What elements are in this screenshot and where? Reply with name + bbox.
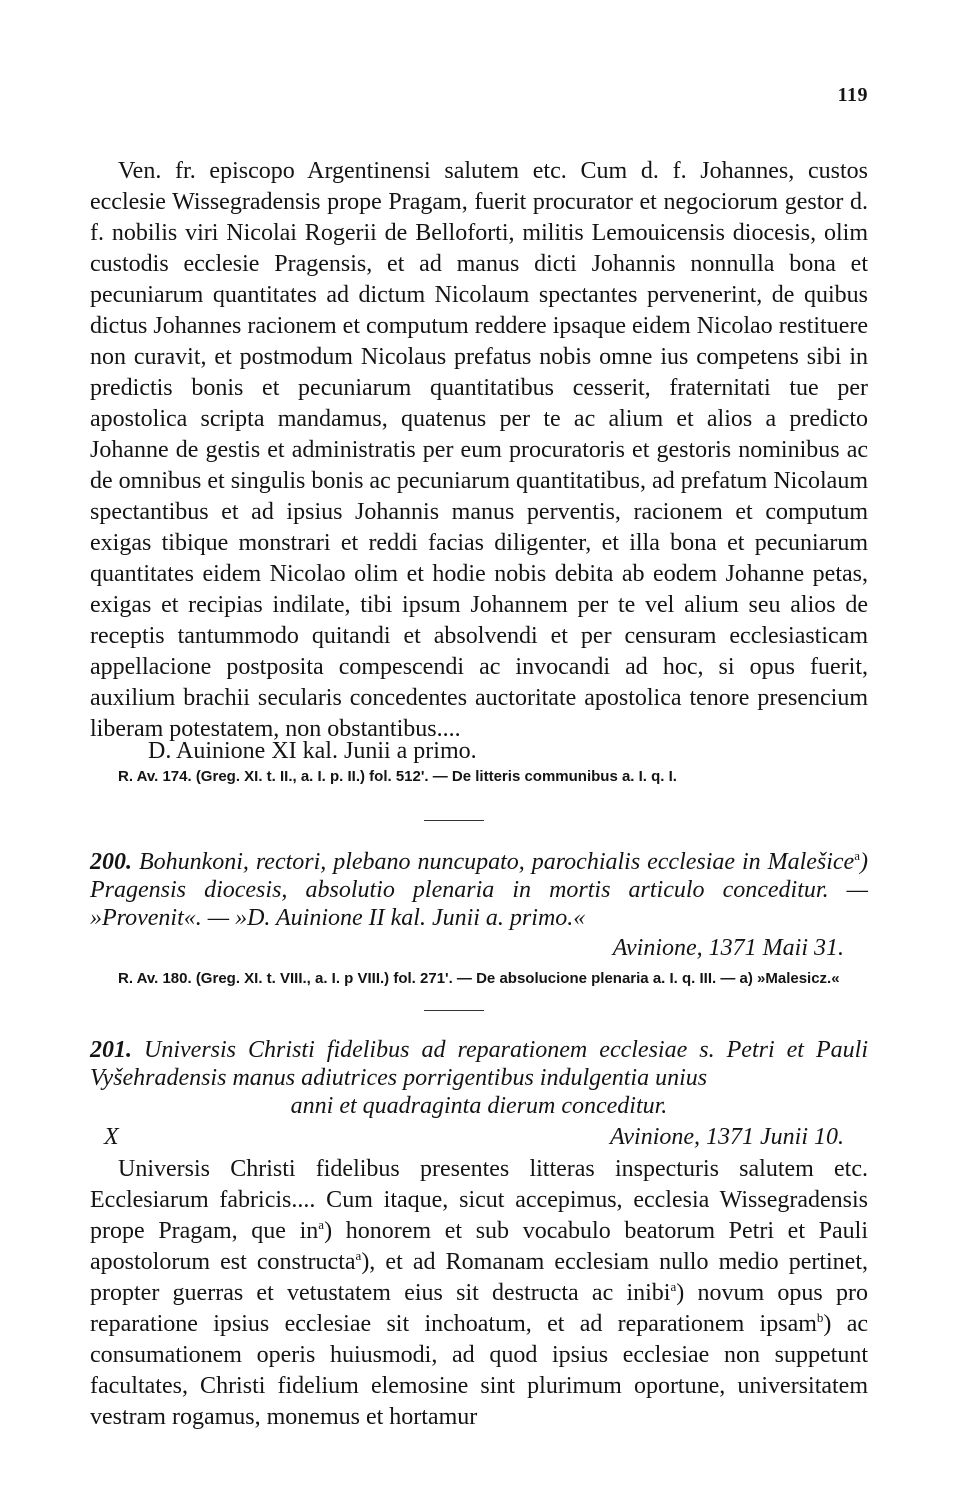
footnote-marker: b — [816, 1310, 824, 1325]
document-201-place-row — [90, 1122, 868, 1152]
document-201-body-part: Universis Christi fidelibus presentes litteras inspecturis salutem etc. Ecclesiarum fabricis.... Cum itaque, sicut accepimus, ecclesia Wissegradensis prope Pragam, que in — [90, 1156, 868, 1244]
document-201-regest — [90, 1036, 868, 1092]
document-199-body: Ven. fr. episcopo Argentinensi salutem etc. Cum d. f. Johannes, custos ecclesie Wissegradensis prope Pragam, fuerit procurator et negociorum gestor d. f. nobilis viri Nicolai Rogerii de Belloforti, militis Lemouicensis diocesis, olim custodis ecclesie Pragensis, et ad manus dicti Johannis nonnulla bona et pecuniarum quantitates ad dictum Nicolaum spectantes pervenerint, de quibus dictus Johannes racionem et computum reddere ipsaque eidem Nicolao restituere non curavit, et postmodum Nicolaus prefatus nobis omne ius competens sibi in predictis bonis et pecuniarum quantitatibus cesserit, fraternitati tue per apostolica scripta mandamus, quatenus per te ac alium et alios a predicto Johanne de gestis et administratis per eum procuratoris et gestoris nominibus ac de omnibus et singulis bonis ac pecuniarum quantitatibus, ad prefatum Nicolaum spectantibus et ad ipsius Johannis manus perventis, racionem et computum exigas tibique monstrari et reddi facias diligenter, et illa bona et pecuniarum quantitates eidem Nicolao olim et hodie nobis debita ab eodem Johanne petas, exigas et recipias indilate, tibi ipsum Johannem per te vel alium seu alios de receptis tantummodo quitandi et absolvendi et per censuram ecclesiasticam appellacione postposita compescendi ac invocandi ad hoc, si opus fuerit, auxilium brachii secularis concedentes auctoritate apostolica tenore presencium liberam potestatem, non obstantibus.... — [90, 158, 868, 742]
section-divider — [424, 820, 484, 821]
document-201-number: 201. — [90, 1037, 132, 1063]
document-201-body-part: ) honorem et sub vocabulo beatorum Petri et Pauli apostolorum est constructa — [90, 1218, 868, 1275]
document-200-number: 200. — [90, 849, 132, 875]
document-201-mark: X — [104, 1124, 119, 1150]
page-number: 119 — [837, 84, 868, 106]
document-200-regest-rest: ) Pragensis diocesis, absolutio plenaria in mortis articulo conceditur. — »Provenit«. — »D. Auinione II kal. Junii a. primo.« — [90, 849, 868, 931]
document-201-body-part: ), et ad Romanam ecclesiam nullo medio pertinet, propter guerras et vetustatem eius sit destructa ac inibi — [90, 1249, 869, 1306]
document-199-reference-block — [90, 764, 868, 790]
document-199-reference: R. Av. 174. (Greg. XI. t. II., a. I. p. II.) fol. 512'. — De litteris communibus a. I. q. I. — [118, 768, 677, 785]
document-201-body — [90, 1154, 868, 1433]
document-201 — [90, 1036, 868, 1433]
document-200-regest-text: Bohunkoni, rectori, plebano nuncupato, parochialis ecclesiae in Malešice — [138, 849, 855, 875]
document-201-place-date: Avinione, 1371 Junii 10. — [610, 1124, 844, 1150]
document-201-regest-text: Universis Christi fidelibus ad reparationem ecclesiae s. Petri et Pauli Vyšehradensis manus adiutrices porrigentibus indulgentia unius — [90, 1037, 868, 1091]
footnote-marker: a — [318, 1217, 325, 1232]
document-199 — [90, 156, 868, 745]
document-199-dateline: D. Auinione XI kal. Junii a primo. — [148, 738, 477, 764]
footnote-marker: a — [670, 1279, 677, 1294]
document-200-reference: R. Av. 180. (Greg. XI. t. VIII., a. I. p VIII.) fol. 271'. — De absolucione plenaria a. I. q. III. — a) »Malesicz.« — [118, 970, 840, 987]
document-201-regest-center: anni et quadraginta dierum conceditur. — [290, 1093, 668, 1119]
document-200 — [90, 848, 868, 992]
document-200-regest — [90, 848, 868, 932]
document-201-body-part: ) novum opus pro reparatione ipsius ecclesiae sit inchoatum, et ad reparationem ipsam — [90, 1280, 868, 1337]
footnote-marker: a — [854, 848, 860, 863]
document-200-place-date: Avinione, 1371 Maii 31. — [612, 935, 844, 961]
document-201-body-part: ) ac consumationem operis huiusmodi, ad quod ipsius ecclesiae non suppetunt facultates, Christi fidelium elemosine sint plurimum oportune, universitatem vestram rogamus, monemus et hortamur — [90, 1311, 868, 1430]
section-divider — [424, 1010, 484, 1011]
footnote-marker: a — [355, 1248, 362, 1263]
